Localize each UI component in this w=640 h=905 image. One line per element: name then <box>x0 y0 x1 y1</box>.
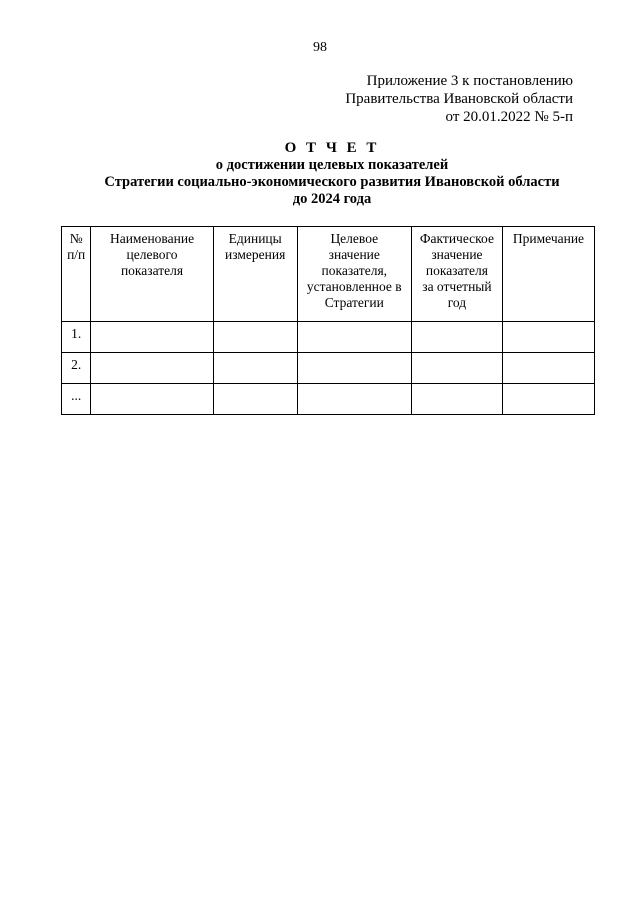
table-cell <box>411 322 502 353</box>
report-table <box>61 226 595 415</box>
table-header-row <box>62 227 595 322</box>
report-title-line: до 2024 года <box>292 191 372 207</box>
table-cell <box>91 353 213 384</box>
row-number-cell: 2. <box>62 353 91 384</box>
header-units: Единицы измерения <box>213 227 297 322</box>
table-cell <box>213 322 297 353</box>
appendix-line: Приложение 3 к постановлению <box>366 73 573 89</box>
appendix-note <box>345 72 573 126</box>
table-cell <box>297 322 411 353</box>
table-cell <box>297 384 411 415</box>
table-cell <box>411 353 502 384</box>
header-number: № п/п <box>62 227 91 322</box>
report-title-line: Стратегии социально-экономического развития Ивановской области <box>104 174 560 190</box>
report-title-line: о достижении целевых показателей <box>215 157 449 173</box>
table-cell <box>502 322 594 353</box>
appendix-line: от 20.01.2022 № 5-п <box>445 109 573 125</box>
table-cell <box>411 384 502 415</box>
table-row <box>62 322 595 353</box>
table-cell <box>213 353 297 384</box>
header-actual-value: Фактическое значение показателя за отчетный год <box>411 227 502 322</box>
report-title-main: О Т Ч Е Т <box>284 140 380 156</box>
page-number: 98 <box>313 40 327 55</box>
table-cell <box>91 384 213 415</box>
report-title <box>0 140 640 208</box>
table-row <box>62 384 595 415</box>
table-row <box>62 353 595 384</box>
table-cell <box>213 384 297 415</box>
header-target-value: Целевое значение показателя, установленное в Стратегии <box>297 227 411 322</box>
table-cell <box>502 384 594 415</box>
row-number-cell: 1. <box>62 322 91 353</box>
table-cell <box>502 353 594 384</box>
header-indicator-name: Наименование целевого показателя <box>91 227 213 322</box>
table-cell <box>297 353 411 384</box>
row-number-cell: ... <box>62 384 91 415</box>
appendix-line: Правительства Ивановской области <box>345 91 573 107</box>
header-note: Примечание <box>502 227 594 322</box>
table-cell <box>91 322 213 353</box>
